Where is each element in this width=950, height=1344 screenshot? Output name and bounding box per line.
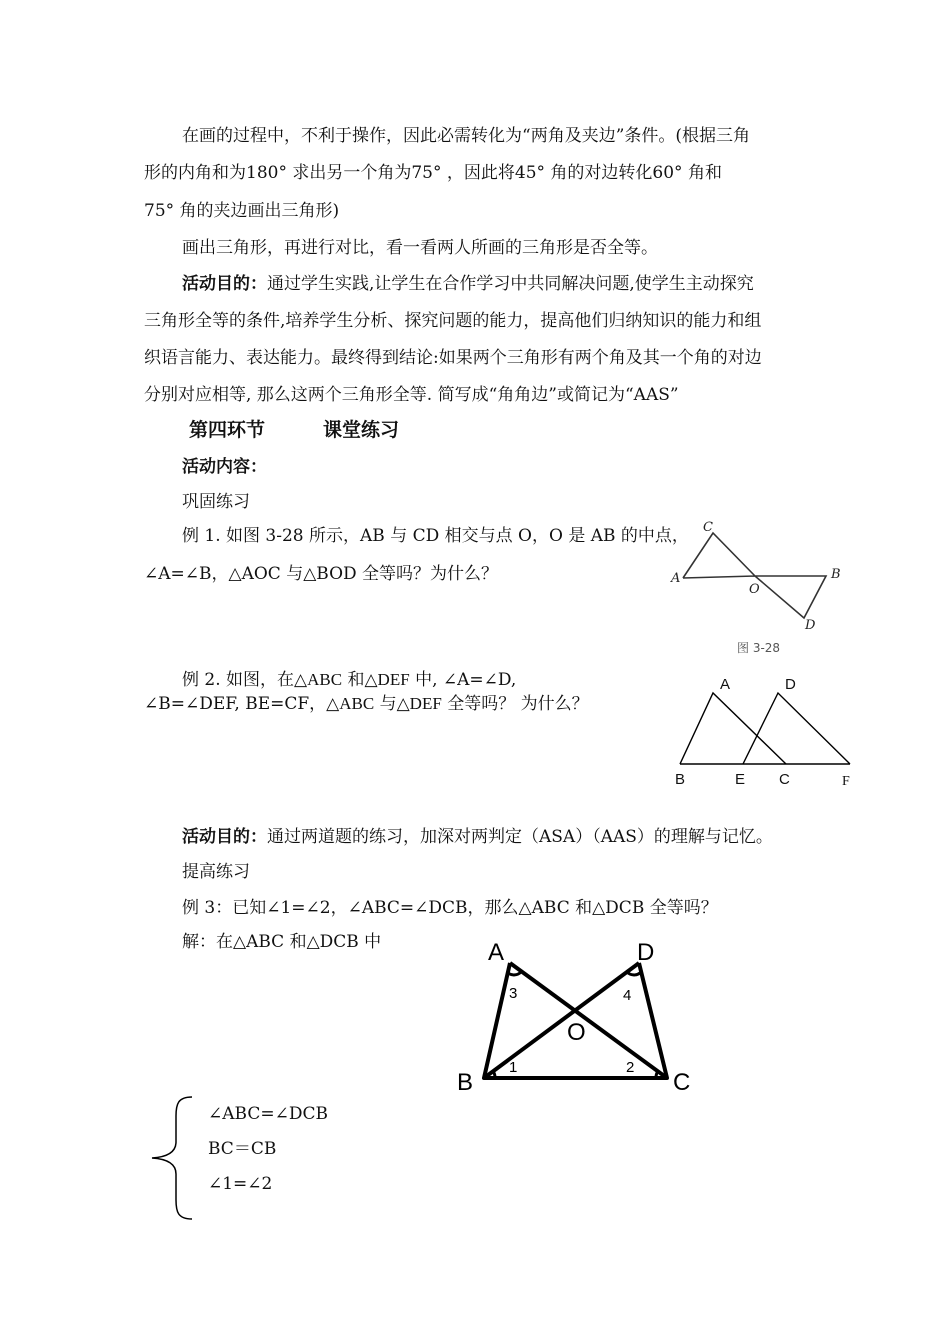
ex2-text-c: 和 bbox=[342, 670, 365, 690]
figure-caption: 图 3-28 bbox=[737, 641, 781, 655]
fig2-label-e: E bbox=[735, 771, 746, 788]
fig1-label-a: A bbox=[671, 571, 681, 586]
fig3-label-c: C bbox=[673, 1069, 691, 1096]
example3-statement: 例 3：已知∠1=∠2，∠ABC=∠DCB，那么△ABC 和△DCB 全等吗？ bbox=[182, 898, 718, 918]
condition-3: ∠1=∠2 bbox=[208, 1174, 273, 1194]
ex2-text-b: △ABC bbox=[294, 670, 343, 689]
ex2-text-f: ∠B=∠DEF, BE=CF， bbox=[144, 694, 327, 714]
section-number: 第四环节 bbox=[189, 419, 266, 441]
example2-figure bbox=[670, 672, 870, 797]
fig2-label-f: F bbox=[842, 774, 850, 789]
fig1-label-c: C bbox=[703, 520, 713, 535]
fig2-label-b: B bbox=[675, 771, 686, 788]
purpose2-label: 活动目的： bbox=[182, 827, 267, 847]
condition-1: ∠ABC=∠DCB bbox=[208, 1104, 328, 1124]
ex2-text-a: 例 2. 如图，在 bbox=[182, 670, 295, 690]
purpose2-text: 通过两道题的练习，加深对两判定（ASA）（AAS）的理解与记忆。 bbox=[267, 827, 773, 847]
example1-figure bbox=[665, 515, 855, 655]
purpose1-text1: 通过学生实践,让学生在合作学习中共同解决问题,使学生主动探究 bbox=[267, 274, 754, 294]
condition-2: BC＝CB bbox=[208, 1139, 277, 1159]
fig3-label-b: B bbox=[457, 1069, 474, 1096]
fig3-label-4: 4 bbox=[623, 987, 632, 1004]
fig3-angle-4-arc bbox=[627, 972, 640, 975]
purpose2-line bbox=[182, 825, 773, 849]
purpose1-label: 活动目的： bbox=[182, 274, 267, 294]
fig1-label-o: O bbox=[749, 582, 760, 597]
paragraph1-line2: 形的内角和为180° 求出另一个角为75° ，因此将45° 角的对边转化60° 角和 bbox=[144, 163, 722, 183]
fig3-label-o: O bbox=[567, 1019, 586, 1046]
fig2-label-c: C bbox=[779, 771, 790, 788]
fig2-triangle-def bbox=[743, 693, 850, 764]
example1-line2: ∠A=∠B，△AOC 与△BOD 全等吗？为什么？ bbox=[144, 564, 499, 584]
example3-solution-start: 解：在△ABC 和△DCB 中 bbox=[182, 932, 382, 952]
ex2-text-g: △ABC bbox=[326, 694, 375, 713]
ex2-text-d: △DEF bbox=[364, 670, 410, 689]
fig3-label-d: D bbox=[637, 939, 655, 966]
activity-content-label: 活动内容： bbox=[182, 457, 267, 477]
fig3-label-3: 3 bbox=[509, 985, 518, 1002]
fig2-label-a: A bbox=[720, 676, 731, 693]
example2-line1 bbox=[182, 668, 516, 692]
paragraph1-line1: 在画的过程中，不利于操作，因此必需转化为“两角及夹边”条件。(根据三角 bbox=[182, 126, 751, 146]
fig3-label-1: 1 bbox=[509, 1059, 518, 1076]
improve-label: 提高练习 bbox=[182, 862, 250, 882]
purpose1-line1 bbox=[182, 272, 754, 296]
purpose1-line4: 分别对应相等, 那么这两个三角形全等. 简写成“角角边”或简记为“AAS” bbox=[144, 385, 679, 405]
fig3-label-2: 2 bbox=[626, 1059, 635, 1076]
consolidation-label: 巩固练习 bbox=[182, 492, 250, 512]
fig3-angle-3-arc bbox=[508, 972, 521, 975]
figure-3-28-lines bbox=[683, 533, 826, 618]
ex2-text-j: 全等吗？ 为什么？ bbox=[441, 694, 589, 714]
paragraph1-line3: 75° 角的夹边画出三角形) bbox=[144, 201, 340, 221]
fig2-label-d: D bbox=[785, 676, 796, 693]
section-title: 课堂练习 bbox=[323, 419, 400, 441]
fig2-triangle-abc bbox=[680, 693, 786, 764]
fig1-label-b: B bbox=[831, 567, 841, 582]
purpose1-line2: 三角形全等的条件,培养学生分析、探究问题的能力，提高他们归纳知识的能力和组 bbox=[144, 311, 762, 331]
paragraph2: 画出三角形，再进行对比，看一看两人所画的三角形是否全等。 bbox=[182, 238, 658, 258]
purpose1-line3: 织语言能力、表达能力。最终得到结论:如果两个三角形有两个角及其一个角的对边 bbox=[144, 348, 762, 368]
left-brace bbox=[148, 1094, 198, 1224]
example3-figure bbox=[455, 932, 715, 1102]
fig3-label-a: A bbox=[488, 939, 505, 966]
example2-line2 bbox=[144, 692, 589, 716]
ex2-text-i: △DEF bbox=[396, 694, 442, 713]
ex2-text-h: 与 bbox=[374, 694, 397, 714]
brace-path bbox=[152, 1097, 192, 1219]
example1-line1: 例 1. 如图 3-28 所示，AB 与 CD 相交与点 O，O 是 AB 的中点， bbox=[182, 526, 689, 546]
fig1-label-d: D bbox=[805, 618, 816, 633]
ex2-text-e: 中, ∠A=∠D, bbox=[409, 670, 517, 690]
